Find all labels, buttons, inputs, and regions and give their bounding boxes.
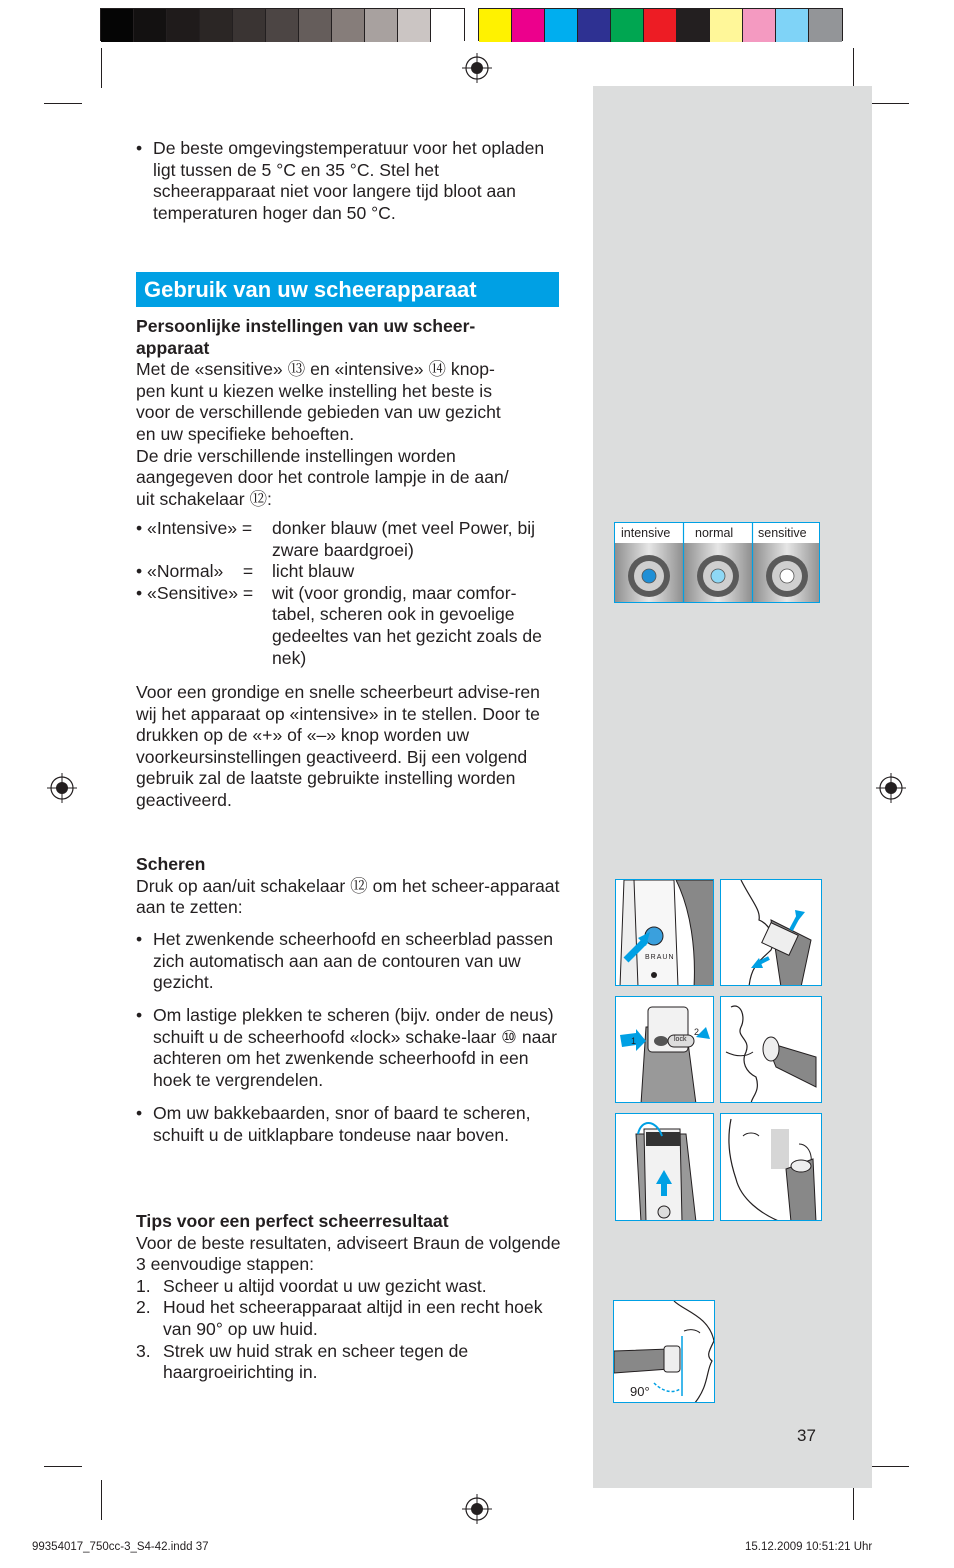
section-title: Gebruik van uw scheerapparaat [136,272,559,307]
tips-step-3: 3. Strek uw huid strak en scheer tegen de haargroeirichting in. [136,1340,469,1383]
registration-mark-top [462,53,492,83]
tips-intro: Voor de beste resultaten, adviseert Braun de volgende 3 eenvoudige stappen: [136,1232,561,1275]
registration-mark-bottom [462,1494,492,1524]
gray-swatch-10 [398,9,431,42]
color-swatch-8 [710,9,743,42]
footer-timestamp: 15.12.2009 10:51:21 Uhr [745,1541,873,1553]
power-switch-illustration [615,879,714,986]
tips-step-1: 1. Scheer u altijd voordat u uw gezicht wast. [136,1275,487,1296]
shaving-bullets [136,929,564,994]
settings-section [136,316,566,510]
settings-paragraph-1: Met de «sensitive» ⑬ en «intensive» ⑭ knop- pen kunt u kiezen welke instelling het beste is voor de verschillende gebieden van uw gezicht en uw specifieke behoeften. [136,359,501,444]
gray-swatch-2 [134,9,167,42]
sideburn-illustration [720,1113,822,1221]
color-swatches [478,8,843,41]
angle-90-illustration [613,1300,715,1403]
mode-label-intensive: intensive [621,526,671,540]
page-number: 37 [797,1426,816,1445]
mode-item-normal: • «Normal» = licht blauw [136,561,355,582]
shaving-bullet-2: • Om lastige plekken te scheren (bijv. onder de neus) schuift u de scheerhoofd «lock» schake-laar ⑩ naar achteren om het zwenkende scheerhoofd in een hoek te vergrendelen. [136,1005,558,1090]
mode-label-normal: normal [695,526,734,540]
gray-swatch-11 [431,9,464,42]
gray-swatch-3 [167,9,200,42]
shaving-intro: Druk op aan/uit schakelaar ⑫ om het scheer-apparaat aan te zetten: [136,875,560,918]
shaving-title: Scheren [136,854,206,874]
mode-item-intensive: • «Intensive» = donker blauw (met veel Power, bij zware baardgroei) [136,518,536,560]
angle-label: 90° [630,1384,650,1399]
color-swatch-6 [644,9,677,42]
registration-mark-right [876,773,906,803]
advice-paragraph: Voor een grondige en snelle scheerbeurt advise-ren wij het apparaat op «intensive» in te stellen. Door te drukken op de «+» of «–» knop worden uw voorkeursinstellingen geactiveerd. Bij een volgend gebruik zal de laatste gebruikte instelling worden geactiveerd. [136,682,540,810]
settings-paragraph-2: De drie verschillende instellingen worden aangegeven door het controle lampje in de aan/ uit schakelaar ⑫: [136,445,509,509]
gray-swatch-4 [200,9,233,42]
gray-swatch-1 [101,9,134,42]
gray-swatch-8 [332,9,365,42]
gray-swatch-9 [365,9,398,42]
mode-label-sensitive: sensitive [758,526,807,540]
trimmer-illustration [615,1113,714,1221]
color-swatch-3 [545,9,578,42]
shaving-bullet: • Het zwenkende scheerhoofd en scheerblad passen zich automatisch aan aan de contouren van uw gezicht. [136,929,554,993]
tips-step-2: 2. Houd het scheerapparaat altijd in een recht hoek van 90° op uw huid. [136,1297,543,1339]
color-swatch-10 [776,9,809,42]
gray-swatch-5 [233,9,266,42]
settings-title: Persoonlijke instellingen van uw scheer- apparaat [136,316,476,358]
color-swatch-7 [677,9,710,42]
tips-title: Tips voor een perfect scheerresultaat [136,1211,449,1231]
intro-bullet: • De beste omgevingstemperatuur voor het opladen ligt tussen de 5 °C en 35 °C. Stel het scheerapparaat niet voor langere tijd bloot aan temperaturen hoger dan 50 °C. [136,138,545,223]
step-1-label: 1 [631,1036,637,1046]
step-2-label: 2 [694,1027,700,1037]
under-nose-illustration [720,996,822,1103]
color-swatch-4 [578,9,611,42]
mode-indicator-illustration [614,522,820,603]
color-swatch-11 [809,9,842,42]
illustration-panel [593,86,872,1488]
tips-section [136,1211,564,1384]
mode-list [136,518,556,669]
mode-item-sensitive: • «Sensitive» = wit (voor grondig, maar comfor-tabel, scheren ook in gevoelige gedeeltes van het gezicht zoals de nek) [136,582,542,668]
color-swatch-2 [512,9,545,42]
footer-filename: 99354017_750cc-3_S4-42.indd 37 [32,1541,209,1553]
registration-mark-left [47,773,77,803]
lock-switch-illustration [615,996,714,1103]
color-swatch-5 [611,9,644,42]
swivel-head-illustration [720,879,822,986]
grayscale-swatches [100,8,465,41]
color-swatch-9 [743,9,776,42]
lock-label: lock [674,1036,687,1043]
brand-label: BRAUN [645,954,675,961]
color-swatch-1 [479,9,512,42]
shaving-section [136,854,564,919]
gray-swatch-6 [266,9,299,42]
gray-swatch-7 [299,9,332,42]
print-color-bar [100,8,854,41]
shaving-bullet-3: • Om uw bakkebaarden, snor of baard te scheren, schuift u de uitklapbare tondeuse naar boven. [136,1103,531,1145]
